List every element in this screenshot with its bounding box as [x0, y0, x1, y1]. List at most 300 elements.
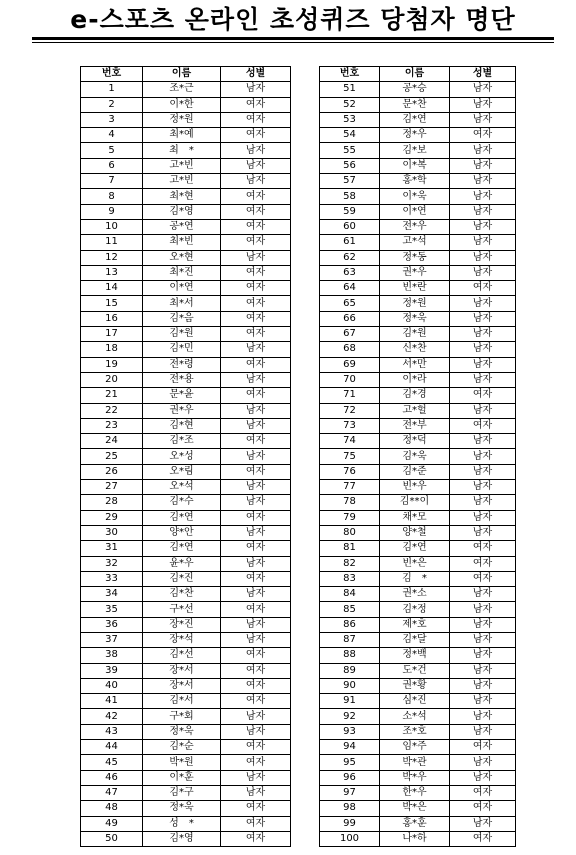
table-row	[81, 296, 291, 311]
cell-number: 14	[81, 281, 143, 296]
cell-name: 공*연	[143, 219, 221, 234]
cell-gender: 남자	[450, 219, 516, 234]
cell-gender: 여자	[450, 418, 516, 433]
cell-name: 조*호	[380, 724, 450, 739]
table-row	[320, 250, 516, 265]
cell-name: 고*빈	[143, 158, 221, 173]
cell-name: 조*근	[143, 82, 221, 97]
cell-name: 최*현	[143, 189, 221, 204]
cell-name: 양*안	[143, 525, 221, 540]
cell-name: 김*민	[143, 342, 221, 357]
cell-number: 69	[320, 357, 380, 372]
cell-number: 26	[81, 464, 143, 479]
cell-name: 빈*란	[380, 281, 450, 296]
table-row	[320, 189, 516, 204]
cell-name: 장*서	[143, 663, 221, 678]
cell-gender: 남자	[450, 235, 516, 250]
cell-gender: 남자	[450, 694, 516, 709]
cell-number: 62	[320, 250, 380, 265]
table-row	[320, 327, 516, 342]
table-row	[81, 801, 291, 816]
cell-number: 68	[320, 342, 380, 357]
cell-name: 빈*우	[380, 480, 450, 495]
table-row	[81, 678, 291, 693]
cell-gender: 남자	[221, 418, 291, 433]
cell-name: 도*건	[380, 663, 450, 678]
table-row	[81, 617, 291, 632]
cell-name: 김*영	[143, 204, 221, 219]
cell-name: 김*영	[143, 831, 221, 846]
cell-number: 13	[81, 265, 143, 280]
table-row	[81, 311, 291, 326]
header-gender: 성별	[221, 67, 291, 82]
cell-number: 41	[81, 694, 143, 709]
cell-gender: 남자	[221, 372, 291, 387]
cell-number: 65	[320, 296, 380, 311]
cell-number: 2	[81, 97, 143, 112]
cell-number: 6	[81, 158, 143, 173]
table-row	[320, 128, 516, 143]
cell-name: 한*우	[380, 785, 450, 800]
cell-name: 김*정	[380, 602, 450, 617]
cell-name: 김*경	[380, 388, 450, 403]
table-row	[81, 158, 291, 173]
cell-name: 정*원	[380, 296, 450, 311]
cell-gender: 여자	[221, 648, 291, 663]
cell-gender: 여자	[450, 831, 516, 846]
cell-number: 63	[320, 265, 380, 280]
cell-gender: 남자	[450, 189, 516, 204]
cell-number: 94	[320, 740, 380, 755]
cell-number: 91	[320, 694, 380, 709]
cell-number: 54	[320, 128, 380, 143]
table-row	[320, 464, 516, 479]
cell-name: 김*현	[143, 418, 221, 433]
cell-name: 이*복	[380, 158, 450, 173]
cell-gender: 남자	[450, 602, 516, 617]
cell-gender: 남자	[221, 709, 291, 724]
cell-gender: 여자	[450, 785, 516, 800]
cell-name: 구*선	[143, 602, 221, 617]
table-row	[81, 785, 291, 800]
cell-gender: 여자	[221, 740, 291, 755]
cell-number: 51	[320, 82, 380, 97]
cell-number: 32	[81, 556, 143, 571]
cell-name: 성 *	[143, 816, 221, 831]
cell-number: 83	[320, 571, 380, 586]
table-row	[81, 724, 291, 739]
cell-number: 86	[320, 617, 380, 632]
cell-name: 고*빈	[143, 174, 221, 189]
cell-number: 87	[320, 632, 380, 647]
cell-number: 3	[81, 112, 143, 127]
cell-number: 79	[320, 510, 380, 525]
cell-name: 이*라	[380, 372, 450, 387]
cell-number: 29	[81, 510, 143, 525]
cell-name: 전*부	[380, 418, 450, 433]
cell-number: 88	[320, 648, 380, 663]
cell-name: 김*욱	[380, 449, 450, 464]
cell-gender: 여자	[221, 510, 291, 525]
header-name: 이름	[380, 67, 450, 82]
cell-gender: 여자	[221, 678, 291, 693]
cell-number: 44	[81, 740, 143, 755]
table-row	[81, 740, 291, 755]
cell-gender: 남자	[450, 158, 516, 173]
table-row	[81, 112, 291, 127]
table-row	[320, 296, 516, 311]
cell-name: 홍*학	[380, 174, 450, 189]
table-row	[81, 464, 291, 479]
cell-number: 97	[320, 785, 380, 800]
cell-name: 박*우	[380, 770, 450, 785]
table-row	[81, 388, 291, 403]
cell-name: 박*원	[143, 755, 221, 770]
cell-name: 최*예	[143, 128, 221, 143]
cell-gender: 여자	[221, 97, 291, 112]
cell-number: 75	[320, 449, 380, 464]
table-row	[320, 388, 516, 403]
table-row	[320, 143, 516, 158]
cell-gender: 남자	[221, 632, 291, 647]
cell-name: 신*찬	[380, 342, 450, 357]
cell-gender: 남자	[450, 403, 516, 418]
table-row	[81, 525, 291, 540]
table-row	[81, 82, 291, 97]
cell-gender: 남자	[221, 250, 291, 265]
table-row	[81, 189, 291, 204]
cell-number: 38	[81, 648, 143, 663]
cell-gender: 남자	[450, 678, 516, 693]
cell-number: 96	[320, 770, 380, 785]
table-row	[320, 204, 516, 219]
table-row	[320, 403, 516, 418]
cell-number: 57	[320, 174, 380, 189]
cell-gender: 남자	[450, 663, 516, 678]
cell-gender: 남자	[450, 97, 516, 112]
table-row	[81, 648, 291, 663]
cell-number: 80	[320, 525, 380, 540]
cell-name: 정*욱	[143, 801, 221, 816]
cell-gender: 여자	[450, 281, 516, 296]
table-row	[320, 480, 516, 495]
cell-number: 43	[81, 724, 143, 739]
page-title: e-스포츠 온라인 초성퀴즈 당첨자 명단	[70, 5, 516, 34]
cell-gender: 남자	[450, 464, 516, 479]
cell-name: 심*진	[380, 694, 450, 709]
cell-name: 정*덕	[380, 434, 450, 449]
table-row	[81, 709, 291, 724]
cell-gender: 여자	[450, 388, 516, 403]
cell-name: 권*황	[380, 678, 450, 693]
table-row	[320, 235, 516, 250]
cell-name: 최*빈	[143, 235, 221, 250]
cell-name: 채*모	[380, 510, 450, 525]
cell-name: 문*찬	[380, 97, 450, 112]
cell-name: 오*현	[143, 250, 221, 265]
table-row	[320, 342, 516, 357]
table-row	[320, 97, 516, 112]
cell-number: 74	[320, 434, 380, 449]
cell-name: 최*진	[143, 265, 221, 280]
cell-gender: 남자	[221, 785, 291, 800]
cell-gender: 여자	[221, 311, 291, 326]
table-row	[320, 617, 516, 632]
table-header-row	[320, 67, 516, 82]
table-row	[81, 250, 291, 265]
table-row	[320, 632, 516, 647]
table-row	[81, 372, 291, 387]
cell-name: 홍*훈	[380, 816, 450, 831]
table-row	[320, 174, 516, 189]
table-row	[320, 571, 516, 586]
table-row	[81, 97, 291, 112]
table-row	[320, 219, 516, 234]
cell-gender: 여자	[221, 265, 291, 280]
cell-number: 78	[320, 495, 380, 510]
cell-number: 28	[81, 495, 143, 510]
table-row	[320, 816, 516, 831]
cell-gender: 남자	[450, 311, 516, 326]
cell-name: 김*원	[143, 327, 221, 342]
cell-gender: 남자	[221, 480, 291, 495]
cell-name: 권*우	[143, 403, 221, 418]
cell-gender: 남자	[221, 143, 291, 158]
cell-number: 52	[320, 97, 380, 112]
cell-number: 49	[81, 816, 143, 831]
cell-name: 서*만	[380, 357, 450, 372]
cell-number: 85	[320, 602, 380, 617]
cell-number: 77	[320, 480, 380, 495]
cell-number: 55	[320, 143, 380, 158]
cell-number: 82	[320, 556, 380, 571]
cell-gender: 남자	[450, 174, 516, 189]
cell-name: 김*원	[380, 327, 450, 342]
table-row	[320, 785, 516, 800]
cell-gender: 여자	[221, 663, 291, 678]
table-row	[81, 219, 291, 234]
table-row	[320, 449, 516, 464]
header-number: 번호	[81, 67, 143, 82]
cell-name: 정*우	[380, 128, 450, 143]
cell-gender: 여자	[221, 296, 291, 311]
cell-gender: 남자	[221, 403, 291, 418]
cell-name: 김*연	[143, 541, 221, 556]
cell-gender: 여자	[221, 128, 291, 143]
cell-name: 김*수	[143, 495, 221, 510]
cell-gender: 남자	[221, 724, 291, 739]
table-row	[81, 541, 291, 556]
cell-gender: 남자	[450, 648, 516, 663]
cell-number: 40	[81, 678, 143, 693]
table-row	[81, 480, 291, 495]
cell-gender: 남자	[221, 617, 291, 632]
cell-number: 10	[81, 219, 143, 234]
cell-number: 90	[320, 678, 380, 693]
cell-name: 박*관	[380, 755, 450, 770]
table-row	[81, 143, 291, 158]
cell-name: 정*원	[143, 112, 221, 127]
table-row	[320, 587, 516, 602]
cell-number: 59	[320, 204, 380, 219]
table-row	[81, 204, 291, 219]
table-row	[320, 724, 516, 739]
cell-gender: 남자	[450, 724, 516, 739]
cell-number: 25	[81, 449, 143, 464]
cell-name: 최*서	[143, 296, 221, 311]
table-row	[320, 602, 516, 617]
cell-gender: 여자	[221, 816, 291, 831]
table-row	[81, 357, 291, 372]
cell-name: 권*우	[380, 265, 450, 280]
cell-number: 12	[81, 250, 143, 265]
cell-gender: 여자	[221, 388, 291, 403]
cell-gender: 여자	[221, 434, 291, 449]
cell-number: 95	[320, 755, 380, 770]
cell-number: 21	[81, 388, 143, 403]
cell-gender: 남자	[221, 495, 291, 510]
table-row	[81, 128, 291, 143]
table-row	[81, 571, 291, 586]
cell-name: 이*연	[380, 204, 450, 219]
cell-name: 김*순	[143, 740, 221, 755]
cell-gender: 여자	[221, 602, 291, 617]
cell-name: 김*진	[143, 571, 221, 586]
cell-number: 31	[81, 541, 143, 556]
cell-number: 72	[320, 403, 380, 418]
cell-gender: 남자	[450, 357, 516, 372]
cell-gender: 여자	[221, 281, 291, 296]
cell-number: 16	[81, 311, 143, 326]
cell-gender: 여자	[221, 831, 291, 846]
header-name: 이름	[143, 67, 221, 82]
cell-name: 김*조	[143, 434, 221, 449]
cell-name: 김*연	[380, 112, 450, 127]
cell-number: 19	[81, 357, 143, 372]
cell-number: 34	[81, 587, 143, 602]
cell-name: 오*성	[143, 449, 221, 464]
table-row	[81, 510, 291, 525]
table-row	[81, 342, 291, 357]
table-row	[81, 174, 291, 189]
cell-gender: 여자	[221, 112, 291, 127]
cell-name: 오*림	[143, 464, 221, 479]
winners-table-left	[80, 66, 291, 847]
cell-name: 이*한	[143, 97, 221, 112]
cell-gender: 남자	[450, 617, 516, 632]
cell-number: 66	[320, 311, 380, 326]
table-row	[320, 265, 516, 280]
table-row	[320, 663, 516, 678]
cell-number: 58	[320, 189, 380, 204]
cell-gender: 남자	[450, 632, 516, 647]
cell-number: 5	[81, 143, 143, 158]
cell-gender: 남자	[450, 709, 516, 724]
cell-name: 이*연	[143, 281, 221, 296]
table-row	[320, 831, 516, 846]
cell-number: 7	[81, 174, 143, 189]
header-gender: 성별	[450, 67, 516, 82]
table-row	[320, 801, 516, 816]
cell-name: 김*보	[380, 143, 450, 158]
cell-name: 김*구	[143, 785, 221, 800]
cell-number: 1	[81, 82, 143, 97]
cell-gender: 여자	[221, 464, 291, 479]
cell-number: 42	[81, 709, 143, 724]
cell-number: 15	[81, 296, 143, 311]
cell-name: 윤*우	[143, 556, 221, 571]
cell-name: 빈*은	[380, 556, 450, 571]
cell-number: 71	[320, 388, 380, 403]
table-row	[81, 556, 291, 571]
cell-gender: 남자	[221, 770, 291, 785]
table-row	[81, 755, 291, 770]
cell-number: 70	[320, 372, 380, 387]
table-row	[320, 372, 516, 387]
table-row	[81, 816, 291, 831]
cell-name: 정*백	[380, 648, 450, 663]
table-row	[320, 740, 516, 755]
cell-gender: 여자	[221, 204, 291, 219]
cell-gender: 여자	[221, 755, 291, 770]
cell-gender: 여자	[221, 541, 291, 556]
cell-name: 장*서	[143, 678, 221, 693]
table-row	[81, 418, 291, 433]
table-row	[320, 357, 516, 372]
table-row	[81, 770, 291, 785]
cell-name: 오*석	[143, 480, 221, 495]
cell-gender: 여자	[221, 801, 291, 816]
cell-number: 84	[320, 587, 380, 602]
table-row	[81, 281, 291, 296]
table-row	[320, 525, 516, 540]
cell-name: 김*연	[380, 541, 450, 556]
table-row	[81, 327, 291, 342]
cell-gender: 여자	[221, 219, 291, 234]
cell-number: 33	[81, 571, 143, 586]
table-row	[81, 602, 291, 617]
cell-number: 18	[81, 342, 143, 357]
table-row	[320, 770, 516, 785]
cell-number: 61	[320, 235, 380, 250]
cell-number: 23	[81, 418, 143, 433]
cell-name: 구*회	[143, 709, 221, 724]
cell-number: 22	[81, 403, 143, 418]
cell-number: 9	[81, 204, 143, 219]
cell-name: 김 *	[380, 571, 450, 586]
table-row	[81, 265, 291, 280]
cell-name: 문*윤	[143, 388, 221, 403]
cell-gender: 남자	[221, 82, 291, 97]
cell-name: 김**이	[380, 495, 450, 510]
cell-gender: 남자	[221, 342, 291, 357]
table-row	[320, 158, 516, 173]
cell-number: 37	[81, 632, 143, 647]
cell-gender: 남자	[450, 755, 516, 770]
table-row	[320, 82, 516, 97]
cell-name: 김*찬	[143, 587, 221, 602]
cell-gender: 여자	[221, 694, 291, 709]
cell-number: 11	[81, 235, 143, 250]
cell-name: 임*주	[380, 740, 450, 755]
cell-name: 정*욱	[143, 724, 221, 739]
cell-gender: 남자	[450, 204, 516, 219]
cell-gender: 남자	[450, 143, 516, 158]
cell-number: 46	[81, 770, 143, 785]
table-row	[320, 281, 516, 296]
cell-number: 30	[81, 525, 143, 540]
table-row	[320, 694, 516, 709]
